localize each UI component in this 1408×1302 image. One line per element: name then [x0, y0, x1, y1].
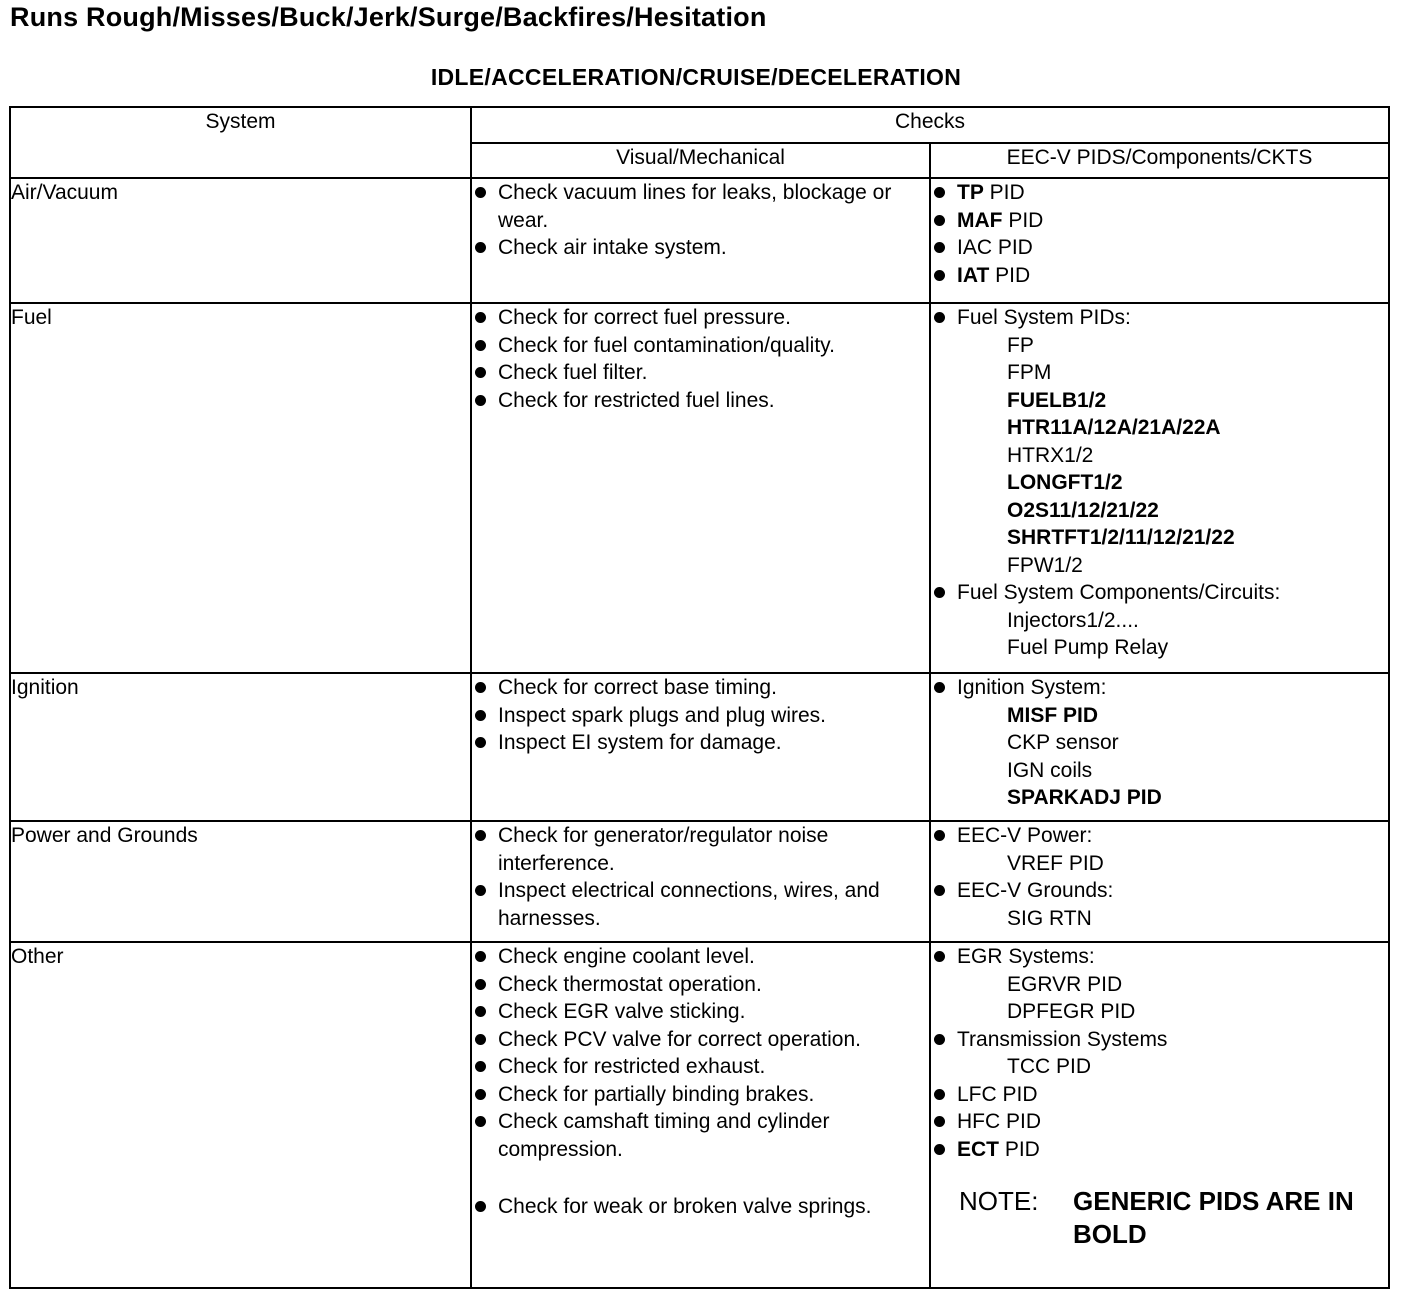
eec-cell: [930, 178, 1389, 303]
pid-sub-item: IGN coils: [1007, 758, 1093, 782]
pid-sub-item: SHRTFT1/2/11/12/21/22: [1007, 526, 1235, 549]
eec-cell: [930, 942, 1389, 1288]
pid-sub-item: HTR11A/12A/21A/22A: [1007, 416, 1221, 439]
pid-group: EEC-V Grounds:: [931, 877, 1388, 905]
table-row-ignition: [10, 673, 1389, 821]
page-title: Runs Rough/Misses/Buck/Jerk/Surge/Backfires/Hesitation: [10, 2, 767, 32]
pid-sub-item: FUELB1/2: [1007, 388, 1107, 412]
pid-group: Fuel System Components/Circuits:: [931, 579, 1388, 607]
check-item: Inspect electrical connections, wires, and harnesses.: [472, 877, 929, 932]
check-item: Check for generator/regulator noise interference.: [472, 822, 929, 877]
check-item: Check for partially binding brakes.: [472, 1081, 929, 1109]
visual-cell: [471, 673, 930, 821]
check-item: Check PCV valve for correct operation.: [472, 1026, 929, 1054]
pid-sub-item: CKP sensor: [1007, 731, 1119, 754]
system-cell: Fuel: [10, 303, 471, 673]
visual-cell: [471, 942, 930, 1288]
pid-item: TP PID: [931, 179, 1388, 207]
diagnosis-table: [9, 106, 1390, 1289]
check-item: Check for restricted fuel lines.: [472, 387, 929, 415]
table-row-fuel: [10, 303, 1389, 673]
pid-sub-item: Injectors1/2....: [1007, 608, 1139, 632]
visual-cell: [471, 821, 930, 942]
note-text: GENERIC PIDS ARE IN BOLD: [1073, 1186, 1354, 1249]
pid-group: EEC-V Power:: [931, 822, 1388, 850]
table-row-air-vacuum: [10, 178, 1389, 303]
pid-sub-item: FPM: [1007, 361, 1052, 384]
pid-sub-item: SPARKADJ PID: [1007, 786, 1162, 809]
pid-group: Transmission Systems: [931, 1026, 1388, 1054]
system-header: System: [10, 107, 471, 178]
visual-mechanical-header: Visual/Mechanical: [471, 143, 930, 178]
system-cell: Other: [10, 942, 471, 1288]
system-cell: Power and Grounds: [10, 821, 471, 942]
table-row-power-grounds: [10, 821, 1389, 942]
pid-item: IAC PID: [931, 234, 1388, 262]
pid-sub-item: MISF PID: [1007, 703, 1099, 727]
check-item: Check for weak or broken valve springs.: [472, 1193, 929, 1221]
pid-item: ECT PID: [931, 1136, 1388, 1164]
pid-sub-item: Fuel Pump Relay: [1007, 636, 1169, 659]
visual-cell: [471, 303, 930, 673]
visual-cell: [471, 178, 930, 303]
check-item: Check for correct fuel pressure.: [472, 304, 929, 332]
system-cell: Ignition: [10, 673, 471, 821]
table-row-other: [10, 942, 1389, 1288]
generic-pids-note: [931, 1185, 1388, 1251]
pid-group: Fuel System PIDs:: [931, 304, 1388, 332]
pid-item: IAT PID: [931, 262, 1388, 290]
check-item: Check air intake system.: [472, 234, 929, 262]
check-item: Check engine coolant level.: [472, 943, 929, 971]
system-cell: Air/Vacuum: [10, 178, 471, 303]
pid-sub-item: VREF PID: [1007, 851, 1104, 875]
checks-header: Checks: [471, 107, 1389, 143]
check-item: Check for restricted exhaust.: [472, 1053, 929, 1081]
check-item: Check for correct base timing.: [472, 674, 929, 702]
pid-group: EGR Systems:: [931, 943, 1388, 971]
pid-item: LFC PID: [931, 1081, 1388, 1109]
eec-cell: [930, 821, 1389, 942]
check-item: Check fuel filter.: [472, 359, 929, 387]
check-item: Check camshaft timing and cylinder compression.: [472, 1108, 929, 1163]
pid-sub-item: LONGFT1/2: [1007, 471, 1123, 494]
pid-sub-item: TCC PID: [1007, 1055, 1091, 1078]
pid-sub-item: HTRX1/2: [1007, 443, 1094, 467]
page-subtitle: IDLE/ACCELERATION/CRUISE/DECELERATION: [430, 64, 962, 90]
pid-sub-item: SIG RTN: [1007, 906, 1092, 930]
pid-sub-item: FP: [1007, 333, 1034, 357]
check-item: Check EGR valve sticking.: [472, 998, 929, 1026]
eec-pids-header: EEC-V PIDS/Components/CKTS: [930, 143, 1389, 178]
pid-sub-item: EGRVR PID: [1007, 972, 1123, 996]
eec-cell: [930, 303, 1389, 673]
pid-item: HFC PID: [931, 1108, 1388, 1136]
check-item: Check thermostat operation.: [472, 971, 929, 999]
note-label: NOTE:: [959, 1186, 1039, 1216]
pid-item: MAF PID: [931, 207, 1388, 235]
check-item: Check vacuum lines for leaks, blockage or wear.: [472, 179, 929, 234]
check-item: Check for fuel contamination/quality.: [472, 332, 929, 360]
check-item: Inspect spark plugs and plug wires.: [472, 702, 929, 730]
header-row: [10, 107, 1389, 143]
eec-cell: [930, 673, 1389, 821]
check-item: Inspect EI system for damage.: [472, 729, 929, 757]
pid-sub-item: DPFEGR PID: [1007, 1000, 1136, 1023]
pid-sub-item: O2S11/12/21/22: [1007, 498, 1159, 522]
pid-sub-item: FPW1/2: [1007, 553, 1083, 577]
pid-group: Ignition System:: [931, 674, 1388, 702]
